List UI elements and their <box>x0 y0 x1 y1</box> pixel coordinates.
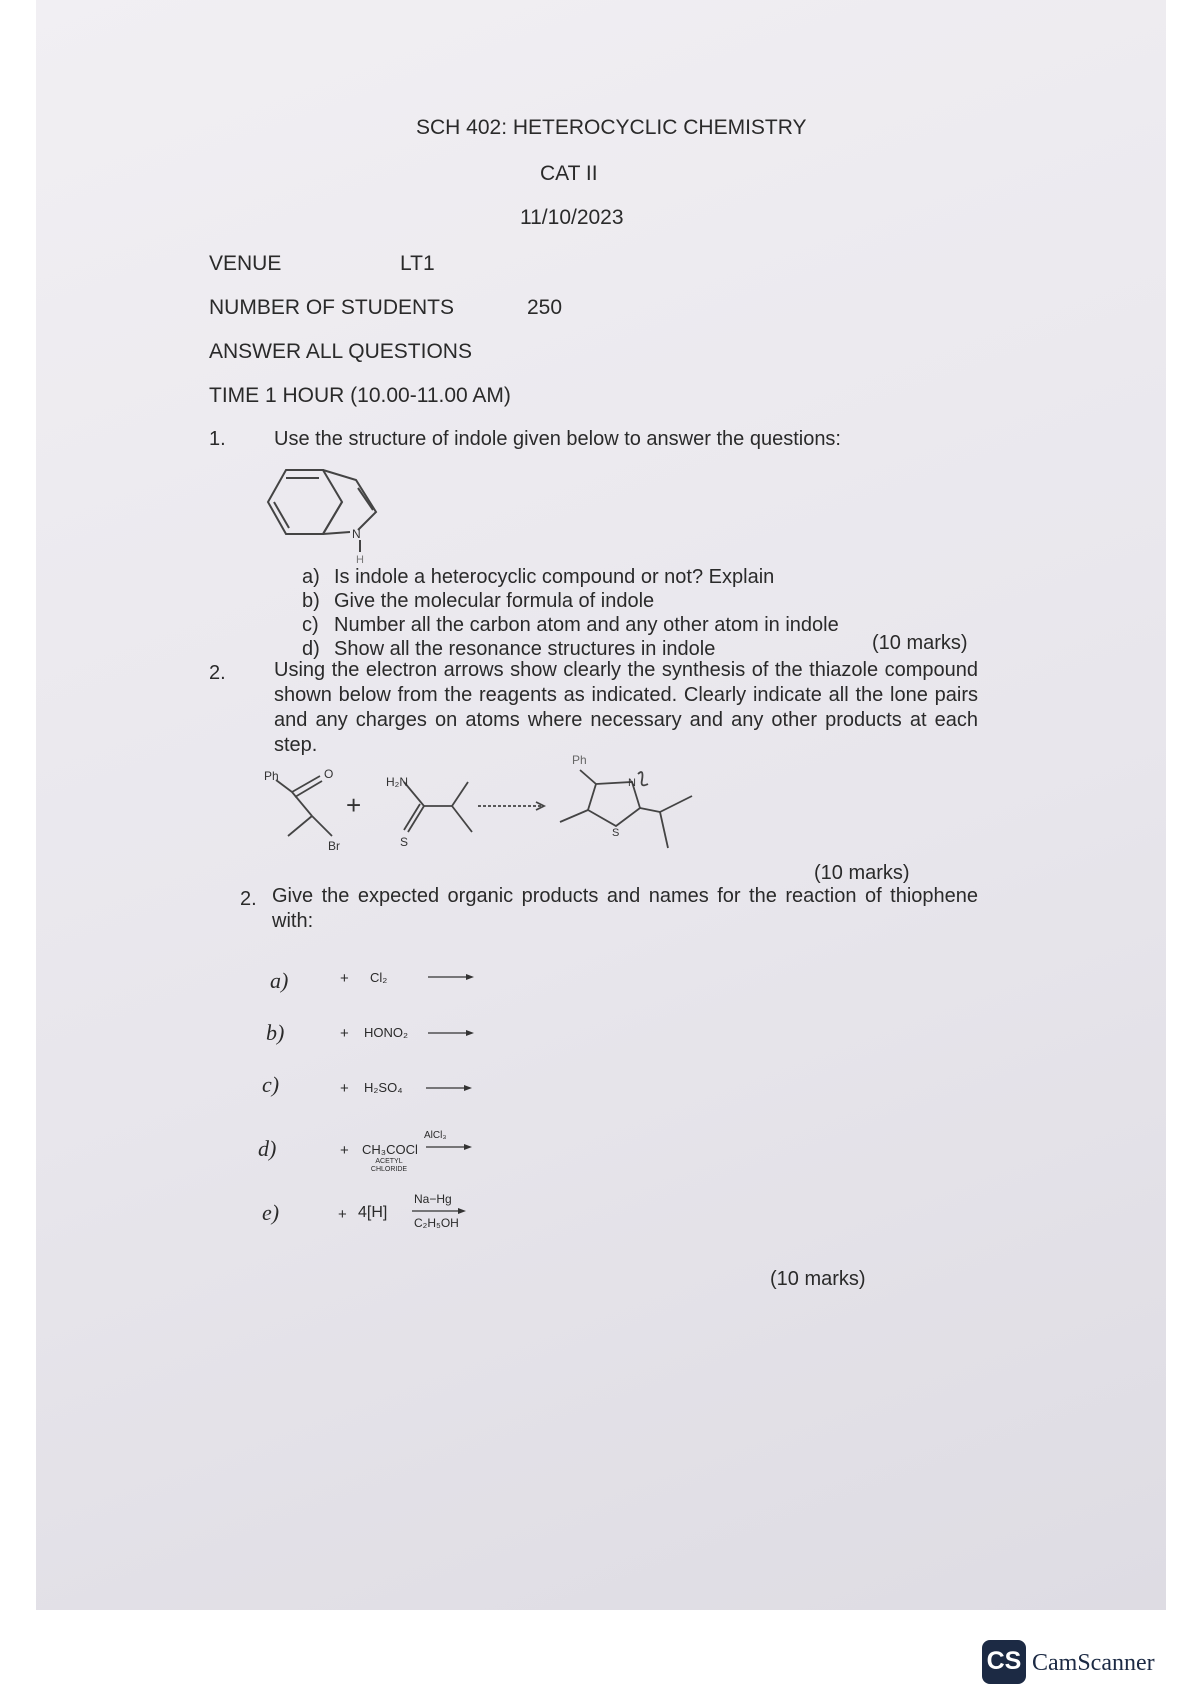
camscanner-logo <box>982 1640 1026 1684</box>
indole-h-atom: H <box>356 554 364 566</box>
reaction-d-arrow <box>424 1142 474 1152</box>
n-label-product: N <box>628 777 636 789</box>
q3-marks: (10 marks) <box>770 1268 866 1290</box>
indole-structure <box>256 462 396 572</box>
camscanner-name: CamScanner <box>1032 1650 1155 1676</box>
exam-date: 11/10/2023 <box>520 206 624 229</box>
q1b-label: b) <box>302 590 320 612</box>
q2-text: Using the electron arrows show clearly the synthesis of the thiazole compound shown below from the reagents as indicated. Clearly indicate all the lone pairs and any charges on atoms where necessary and any other products at each step. <box>274 659 978 756</box>
venue-value: LT1 <box>400 252 435 275</box>
time-allowed: TIME 1 HOUR (10.00-11.00 AM) <box>209 384 511 407</box>
q1c-text: Number all the carbon atom and any other atom in indole <box>334 614 839 636</box>
reaction-d-letter: d) <box>258 1136 277 1161</box>
reaction-c-reagent: H₂SO₄ <box>364 1080 403 1095</box>
reaction-a-plus: + <box>340 970 349 987</box>
br-label: Br <box>328 839 340 853</box>
reaction-c-arrow <box>424 1083 474 1093</box>
camscanner-logo-text: CS <box>986 1647 1022 1675</box>
reaction-e-over: Na−Hg <box>414 1192 452 1206</box>
thiazole-synthesis-scheme <box>256 752 716 862</box>
q1-text: Use the structure of indole given below to answer the questions: <box>274 428 841 450</box>
reaction-a-arrow <box>426 972 476 982</box>
q2-marks: (10 marks) <box>814 862 910 884</box>
q1-number: 1. <box>209 428 226 450</box>
reaction-b-letter: b) <box>266 1020 285 1045</box>
reaction-a-reagent: Cl₂ <box>370 970 388 985</box>
q3-number: 2. <box>240 888 257 910</box>
q1c-label: c) <box>302 614 319 636</box>
reaction-b-reagent: HONO₂ <box>364 1025 409 1040</box>
venue-label: VENUE <box>209 252 282 275</box>
reaction-e-plus: + <box>338 1206 347 1223</box>
q1b-text: Give the molecular formula of indole <box>334 590 655 612</box>
q1d-text: Show all the resonance structures in indole <box>334 638 716 660</box>
ph-label-reactant: Ph <box>264 769 279 783</box>
indole-n-atom: N <box>352 527 361 541</box>
q3-text: Give the expected organic products and names for the reaction of thiophene with: <box>272 885 978 932</box>
reaction-b-plus: + <box>340 1025 349 1042</box>
reaction-c-plus: + <box>340 1080 349 1097</box>
h2n-label: H₂N <box>386 775 408 789</box>
s-label-reactant: S <box>400 835 409 849</box>
reaction-a-letter: a) <box>270 968 289 993</box>
q2-number: 2. <box>209 662 226 684</box>
cat-label: CAT II <box>540 162 598 185</box>
plus-sign: + <box>346 790 362 820</box>
course-title: SCH 402: HETEROCYCLIC CHEMISTRY <box>416 116 807 139</box>
q1d-label: d) <box>302 638 320 660</box>
instruction: ANSWER ALL QUESTIONS <box>209 340 472 363</box>
reaction-d-catalyst: AlCl₃ <box>424 1130 447 1141</box>
scanned-page <box>36 0 1166 1610</box>
o-label: O <box>324 767 334 781</box>
students-value: 250 <box>527 296 563 319</box>
reaction-d-plus: + <box>340 1142 349 1159</box>
reaction-d-note: ACETYL CHLORIDE <box>370 1158 408 1173</box>
q1a-label: a) <box>302 566 320 588</box>
reaction-b-arrow <box>426 1028 476 1038</box>
reaction-e-arrow <box>410 1206 470 1216</box>
reaction-e-letter: e) <box>262 1200 280 1225</box>
reaction-c-letter: c) <box>262 1072 280 1097</box>
ph-label-product: Ph <box>572 753 587 767</box>
reaction-e-under: C₂H₅OH <box>414 1216 459 1230</box>
reaction-d-reagent: CH₃COCl <box>362 1142 418 1157</box>
s-label-product: S <box>612 827 620 839</box>
reaction-e-reagent: 4[H] <box>358 1204 388 1221</box>
students-label: NUMBER OF STUDENTS <box>209 296 455 319</box>
q1-marks: (10 marks) <box>872 632 968 654</box>
q1a-text: Is indole a heterocyclic compound or not? Explain <box>334 566 775 588</box>
